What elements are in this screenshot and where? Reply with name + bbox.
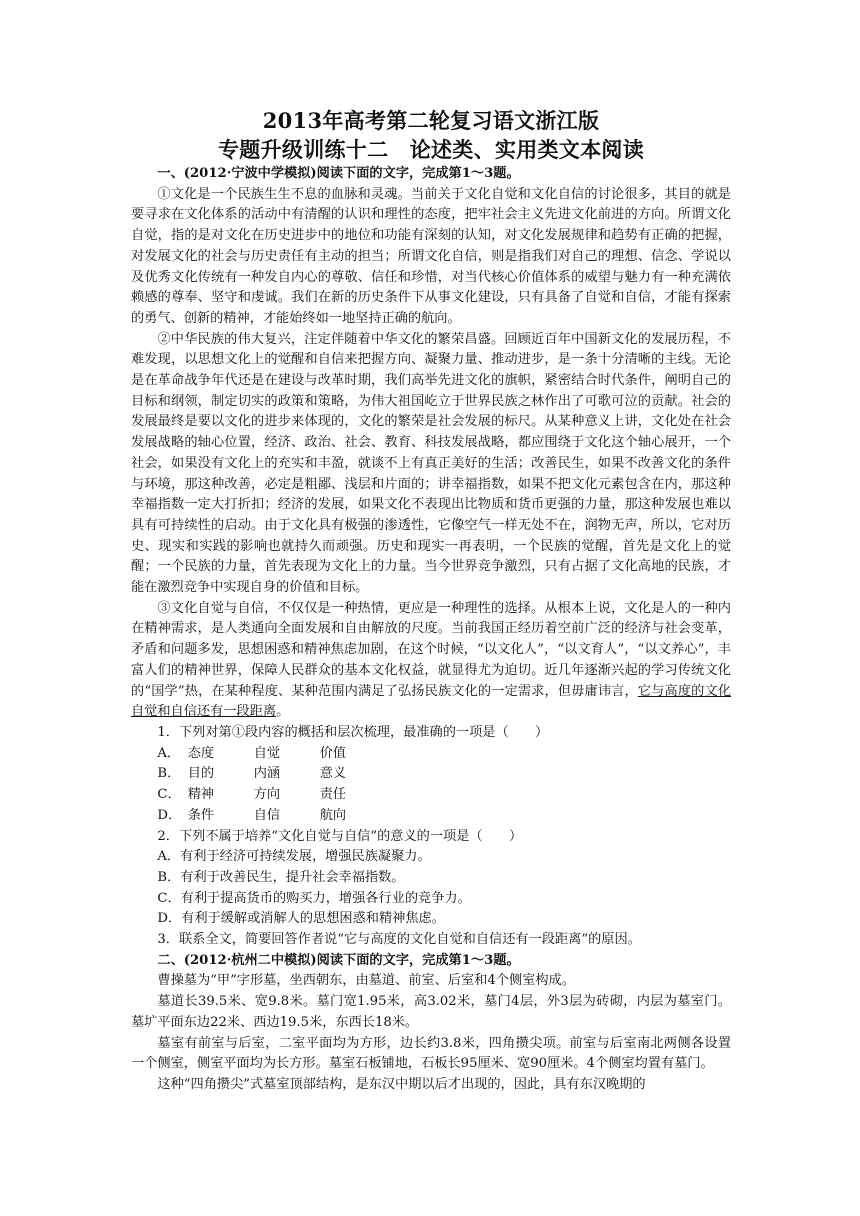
underlined-sentence: 它与高度的文化自觉和自信还有一段距离 xyxy=(131,683,732,720)
section-2-paragraph-4: 这种“四角攒尖”式墓室顶部结构，是东汉中期以后才出现的，因此，具有东汉晚期的 xyxy=(157,1076,646,1092)
option-term: 精神 xyxy=(187,787,215,803)
option-term: 态度 xyxy=(187,745,215,761)
section-2-heading: 二、(2012·杭州二中模拟)阅读下面的文字，完成第1～3题。 xyxy=(157,952,520,968)
q1-option-d xyxy=(131,806,731,827)
q1-option-c xyxy=(131,785,731,806)
question-1: 1．下列对第①段内容的概括和层次梳理，最准确的一项是（ ） xyxy=(157,724,549,740)
option-key: D． xyxy=(157,807,182,823)
option-term: 方向 xyxy=(253,787,281,803)
option-term: 航向 xyxy=(319,807,347,823)
question-2: 2．下列不属于培养“文化自觉与自信”的意义的一项是（ ） xyxy=(157,828,523,844)
section-2-paragraph-3: 墓室有前室与后室，二室平面均为方形，边长约3.8米，四角攒尖项。前室与后室南北两侧各设置一个侧室，侧室平面均为长方形。墓室石板铺地，石板长95厘米、宽90厘米。4个侧室均置有墓门。 xyxy=(131,1035,731,1072)
paragraph-1: ①文化是一个民族生生不息的血脉和灵魂。当前关于文化自觉和文化自信的讨论很多，其目的就是要寻求在文化体系的活动中有清醒的认识和理性的态度，把牢社会主义先进文化前进的方向。所谓文化自觉，指的是对文化在历史进步中的地位和功能有深刻的认知，对文化发展规律和趋势有正确的把握，对发展文化的社会与历史责任有主动的担当；所谓文化自信，则是指我们对自己的理想、信念、学说以及优秀文化传统有一种发自内心的尊敬、信任和珍惜，对当代核心价值体系的威望与魅力有一种充满依赖感的尊奉、坚守和虔诚。我们在新的历史条件下从事文化建设，只有具备了自觉和自信，才能有探索的勇气、创新的精神，才能始终如一地坚持正确的航向。 xyxy=(131,186,731,326)
option-key: C． xyxy=(157,787,181,803)
document-title: 2013年高考第二轮复习语文浙江版 xyxy=(262,108,600,133)
option-term: 意义 xyxy=(319,766,347,782)
option-term: 价值 xyxy=(319,745,347,761)
paragraph-3-text: ③文化自觉与自信，不仅仅是一种热情，更应是一种理性的选择。从根本上说，文化是人的一种内在精神需求，是人类通向全面发展和自由解放的尺度。当前我国正经历着空前广泛的经济与社会变革，矛盾和问题多发，思想困惑和精神焦虑加剧，在这个时候，“以文化人”，“以文育人”，“以文养心”，丰富人们的精神世界，保障人民群众的基本文化权益，就显得尤为迫切。近几年逐渐兴起的学习传统文化的“国学”热，在某种程度、某种范围内满足了弘扬民族文化的一定需求，但毋庸讳言， xyxy=(131,600,731,699)
question-3: 3．联系全文，简要回答作者说“它与高度的文化自觉和自信还有一段距离”的原因。 xyxy=(157,932,641,948)
document-subtitle: 专题升级训练十二 论述类、实用类文本阅读 xyxy=(218,137,644,162)
paragraph-3 xyxy=(131,599,731,723)
paragraph-2: ②中华民族的伟大复兴，注定伴随着中华文化的繁荣昌盛。回顾近百年中国新文化的发展历程，不难发现，以思想文化上的觉醒和自信来把握方向、凝聚力量、推动进步，是一条十分清晰的主线。无论是在革命战争年代还是在建设与改革时期，我们高举先进文化的旗帜，紧密结合时代条件，阐明自己的目标和纲领，制定切实的政策和策略，为伟大祖国屹立于世界民族之林作出了可歌可泣的贡献。社会的发展最终是要以文化的进步来体现的，文化的繁荣是社会发展的标尺。从某种意义上讲，文化处在社会发展战略的轴心位置，经济、政治、社会、教育、科技发展战略，都应围绕于文化这个轴心展开，一个社会，如果没有文化上的充实和丰盈，就谈不上有真正美好的生活；改善民生，如果不改善文化的条件与环境，那这种改善，必定是粗鄙、浅层和片面的；讲幸福指数，如果不把文化元素包含在内，那这种幸福指数一定大打折扣；经济的发展，如果文化不表现出比物质和货币更强的力量，那这种发展也难以具有可持续性的启动。由于文化具有极强的渗透性，它像空气一样无处不在，润物无声，所以，它对历史、现实和实践的影响也就持久而顽强。历史和现实一再表明，一个民族的觉醒，首先是文化上的觉醒；一个民族的力量，首先表现为文化上的力量。当今世界竞争激烈，只有占据了文化高地的民族，才能在激烈竞争中实现自身的价值和目标。 xyxy=(131,331,731,596)
option-key: A． xyxy=(157,745,181,761)
paragraph-3-end: 。 xyxy=(276,704,290,720)
q2-option-b: B．有利于改善民生，提升社会幸福指数。 xyxy=(157,869,405,885)
section-1-heading: 一、(2012·宁波中学模拟)阅读下面的文字，完成第1～3题。 xyxy=(157,166,520,181)
option-term: 内涵 xyxy=(253,766,281,782)
option-term: 目的 xyxy=(187,766,215,782)
q1-option-a xyxy=(131,744,731,765)
q2-option-a: A．有利于经济可持续发展，增强民族凝聚力。 xyxy=(157,849,431,865)
option-term: 条件 xyxy=(187,807,215,823)
section-2-paragraph-1: 曹操墓为“甲”字形墓，坐西朝东，由墓道、前室、后室和4个侧室构成。 xyxy=(157,973,575,989)
option-term: 责任 xyxy=(319,787,347,803)
q2-option-d: D．有利于缓解或消解人的思想困惑和精神焦虑。 xyxy=(157,911,445,927)
option-term: 自觉 xyxy=(253,745,281,761)
section-1 xyxy=(131,164,731,951)
section-2-paragraph-2: 墓道长39.5米、宽9.8米。墓门宽1.95米，高3.02米，墓门4层，外3层为砖砌，内层为墓室门。墓圹平面东边22米、西边19.5米，东西长18米。 xyxy=(131,994,731,1030)
q1-option-b xyxy=(131,764,731,785)
q2-option-c: C．有利于提高货币的购买力，增强各行业的竞争力。 xyxy=(157,890,471,906)
document-page xyxy=(131,106,731,1096)
section-2 xyxy=(131,951,731,1096)
option-key: B． xyxy=(157,766,181,782)
option-term: 自信 xyxy=(253,807,281,823)
